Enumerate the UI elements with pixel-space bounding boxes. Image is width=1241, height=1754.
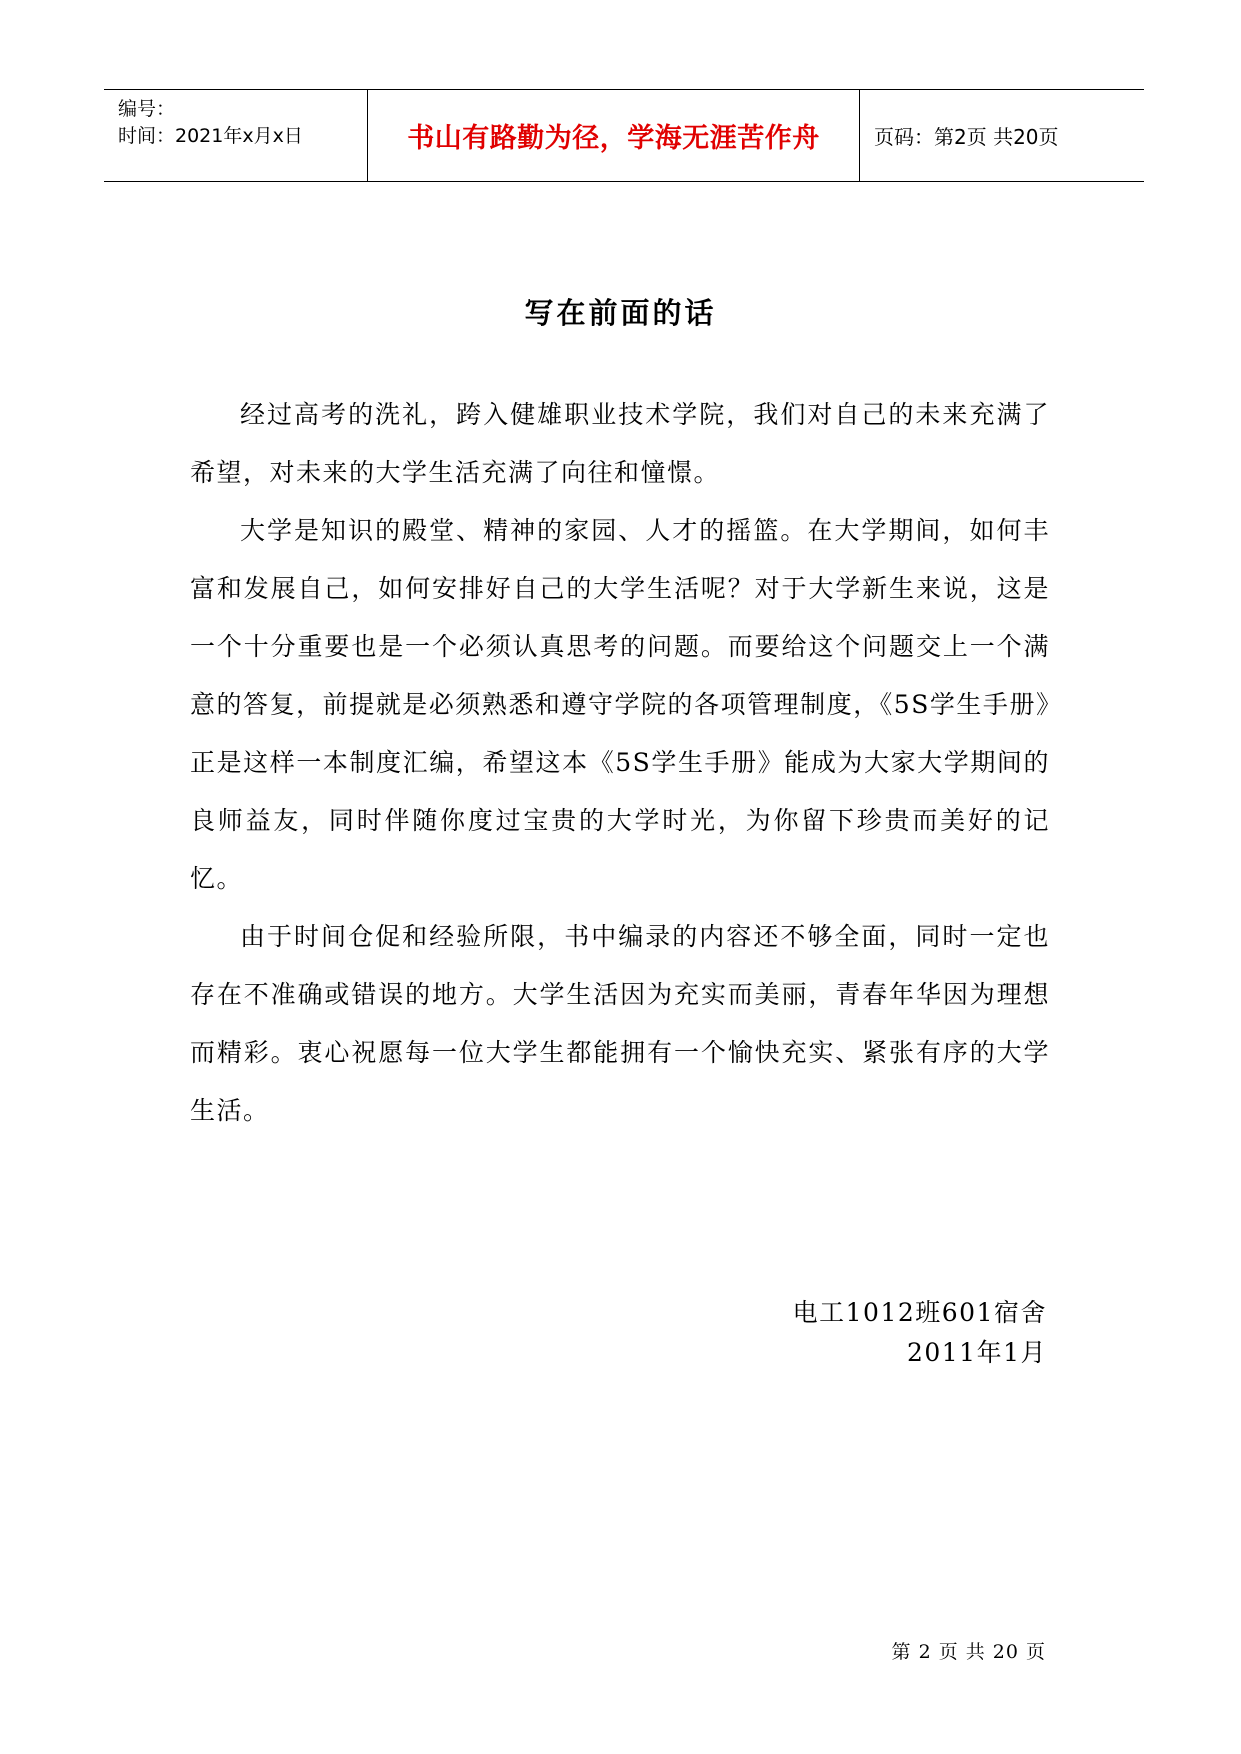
paragraph-1: 经过高考的洗礼，跨入健雄职业技术学院，我们对自己的未来充满了希望，对未来的大学生活充满了向往和憧憬。: [190, 400, 1050, 487]
header-info-cell: [104, 90, 368, 181]
signature-block: [793, 1293, 1047, 1373]
signature-date: 2011年1月: [906, 1338, 1047, 1367]
header-page-info: 页码：第2页 共20页: [874, 125, 1059, 149]
paragraph-3: 由于时间仓促和经验所限，书中编录的内容还不够全面，同时一定也存在不准确或错误的地方。大学生活因为充实而美丽，青春年华因为理想而精彩。衷心祝愿每一位大学生都能拥有一个愉快充实、紧张有序的大学生活。: [190, 922, 1050, 1125]
header-number-label: 编号：: [118, 98, 176, 120]
header-motto-cell: [368, 90, 860, 181]
header-time-label: 时间：2021年x月x日: [118, 125, 303, 147]
document-title: 写在前面的话: [524, 296, 717, 330]
signature-org: 电工1012班601宿舍: [792, 1298, 1047, 1327]
document-body: [190, 386, 1050, 1140]
paragraph-2: 大学是知识的殿堂、精神的家园、人才的摇篮。在大学期间，如何丰富和发展自己，如何安排好自己的大学生活呢？对于大学新生来说，这是一个十分重要也是一个必须认真思考的问题。而要给这个问题交上一个满意的答复，前提就是必须熟悉和遵守学院的各项管理制度，《5S学生手册》正是这样一本制度汇编，希望这本《5S学生手册》能成为大家大学期间的良师益友，同时伴随你度过宝贵的大学时光，为你留下珍贵而美好的记忆。: [190, 516, 1050, 893]
header-page-cell: [860, 90, 1144, 181]
page-header: [104, 89, 1144, 182]
header-motto: 书山有路勤为径，学海无涯苦作舟: [407, 123, 820, 154]
footer-page-number: 第 2 页 共 20 页: [891, 1641, 1046, 1663]
